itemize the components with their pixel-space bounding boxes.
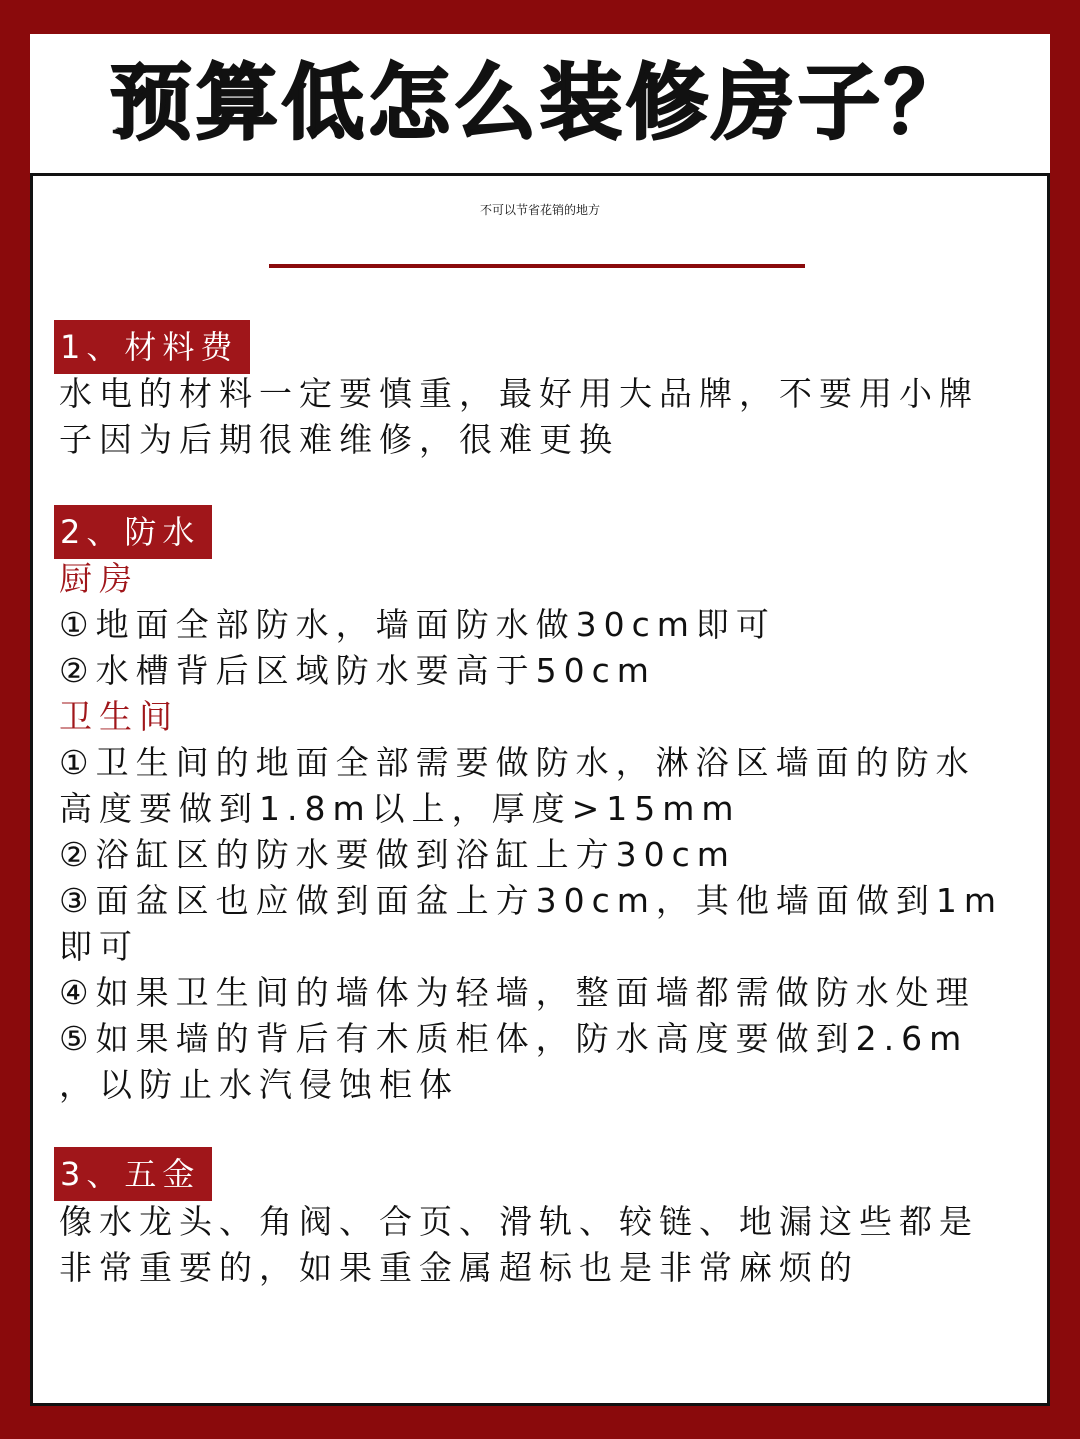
subtitle: 不可以节省花销的地方: [479, 203, 600, 217]
subtitle-underline: [269, 264, 805, 268]
bathroom-line: ⑤如果墙的背后有木质柜体，防水高度要做到2.6m: [59, 1019, 969, 1058]
materials-line: 水电的材料一定要慎重，最好用大品牌，不要用小牌: [59, 374, 979, 413]
section-tag-materials: 1、材料费: [54, 320, 250, 374]
bathroom-line: ①卫生间的地面全部需要做防水，淋浴区墙面的防水: [59, 743, 976, 782]
kitchen-label: 厨房: [59, 559, 139, 598]
bathroom-line: ③面盆区也应做到面盆上方30cm，其他墙面做到1m: [59, 881, 1004, 920]
bathroom-line: ②浴缸区的防水要做到浴缸上方30cm: [59, 835, 736, 874]
hardware-line: 非常重要的，如果重金属超标也是非常麻烦的: [59, 1248, 859, 1287]
page-title: 预算低怎么装修房子？: [109, 55, 970, 151]
bathroom-line: 高度要做到1.8m以上，厚度>15mm: [59, 789, 741, 828]
bathroom-label: 卫生间: [59, 697, 179, 736]
kitchen-line: ②水槽背后区域防水要高于50cm: [59, 651, 656, 690]
content-panel: [30, 173, 1050, 1406]
bathroom-line: ，以防止水汽侵蚀柜体: [59, 1065, 459, 1104]
bathroom-line: 即可: [59, 927, 139, 966]
section-tag-waterproofing: 2、防水: [54, 505, 212, 559]
title-banner: [30, 34, 1050, 173]
kitchen-line: ①地面全部防水，墙面防水做30cm即可: [59, 605, 776, 644]
hardware-line: 像水龙头、角阀、合页、滑轨、较链、地漏这些都是: [59, 1202, 979, 1241]
materials-line: 子因为后期很难维修，很难更换: [59, 420, 619, 459]
bathroom-line: ④如果卫生间的墙体为轻墙，整面墙都需做防水处理: [59, 973, 976, 1012]
section-tag-hardware: 3、五金: [54, 1147, 212, 1201]
